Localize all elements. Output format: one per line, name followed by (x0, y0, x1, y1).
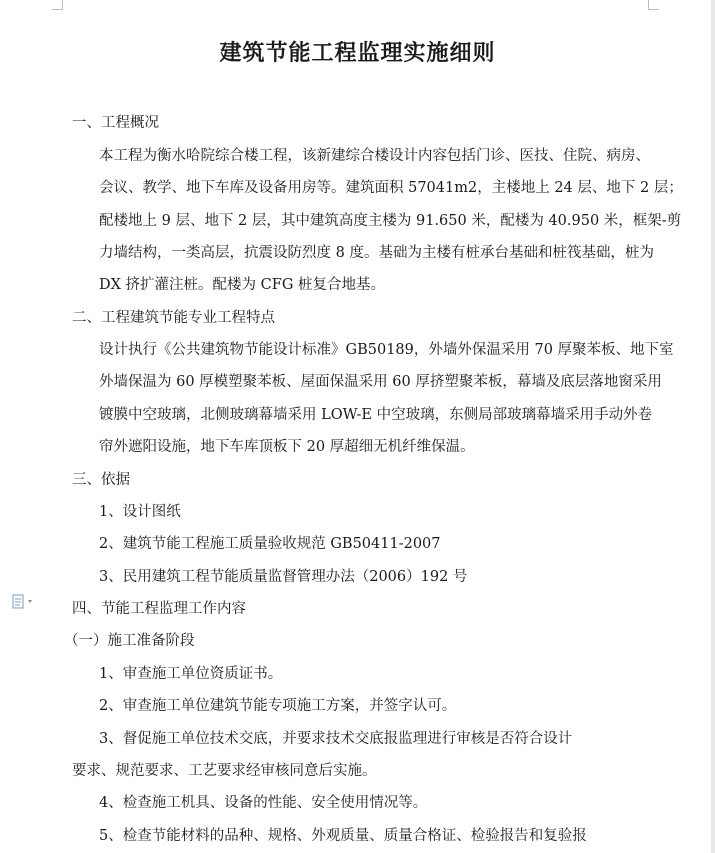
section-heading: 一、工程概况 (72, 115, 159, 131)
paragraph-line: 会议、教学、地下车库及设备用房等。建筑面积 57041m2，主楼地上 24 层、地下 2 层； (99, 180, 683, 196)
paragraph-line: 镀膜中空玻璃，北侧玻璃幕墙采用 LOW-E 中空玻璃，东侧局部玻璃幕墙采用手动外卷 (99, 407, 653, 423)
list-item: 3、民用建筑工程节能质量监督管理办法（2006）192 号 (99, 569, 468, 585)
list-item: 2、审查施工单位建筑节能专项施工方案，并签字认可。 (99, 698, 457, 714)
section-heading: 四、节能工程监理工作内容 (72, 601, 246, 617)
paragraph-line: DX 挤扩灌注桩。配楼为 CFG 桩复合地基。 (99, 277, 386, 293)
list-item: 5、检查节能材料的品种、规格、外观质量、质量合格证、检验报告和复验报 (99, 828, 587, 844)
scroll-edge (711, 0, 715, 853)
subsection-heading: （一）施工准备阶段 (64, 633, 195, 649)
list-item: 4、检查施工机具、设备的性能、安全使用情况等。 (99, 795, 428, 811)
document-title: 建筑节能工程监理实施细则 (219, 40, 496, 66)
list-item: 1、设计图纸 (99, 504, 181, 520)
paragraph-line: 本工程为衡水哈院综合楼工程，该新建综合楼设计内容包括门诊、医技、住院、病房、 (99, 148, 650, 164)
section-heading: 三、依据 (72, 472, 130, 488)
paragraph-line: 要求、规范要求、工艺要求经审核同意后实施。 (72, 763, 377, 779)
list-item: 2、建筑节能工程施工质量验收规范 GB50411-2007 (99, 536, 441, 552)
list-item: 3、督促施工单位技术交底，并要求技术交底报监理进行审核是否符合设计 (99, 731, 573, 747)
corner-mark-top-left (52, 9, 63, 10)
document-options-icon[interactable] (10, 594, 36, 610)
paragraph-line: 设计执行《公共建筑物节能设计标准》GB50189，外墙外保温采用 70 厚聚苯板、地下室 (99, 342, 674, 358)
corner-mark-top-right (648, 9, 659, 10)
paragraph-line: 帘外遮阳设施，地下车库顶板下 20 厚超细无机纤维保温。 (99, 439, 475, 455)
paragraph-line: 外墙保温为 60 厚模塑聚苯板、屋面保温采用 60 厚挤塑聚苯板，幕墙及底层落地窗采用 (99, 374, 662, 390)
paragraph-line: 力墙结构，一类高层，抗震设防烈度 8 度。基础为主楼有桩承台基础和桩筏基础，桩为 (99, 245, 654, 261)
list-item: 1、审查施工单位资质证书。 (99, 666, 283, 682)
paragraph-line: 配楼地上 9 层、地下 2 层，其中建筑高度主楼为 91.650 米，配楼为 40.950 米，框架-剪 (99, 213, 682, 229)
section-heading: 二、工程建筑节能专业工程特点 (72, 310, 275, 326)
